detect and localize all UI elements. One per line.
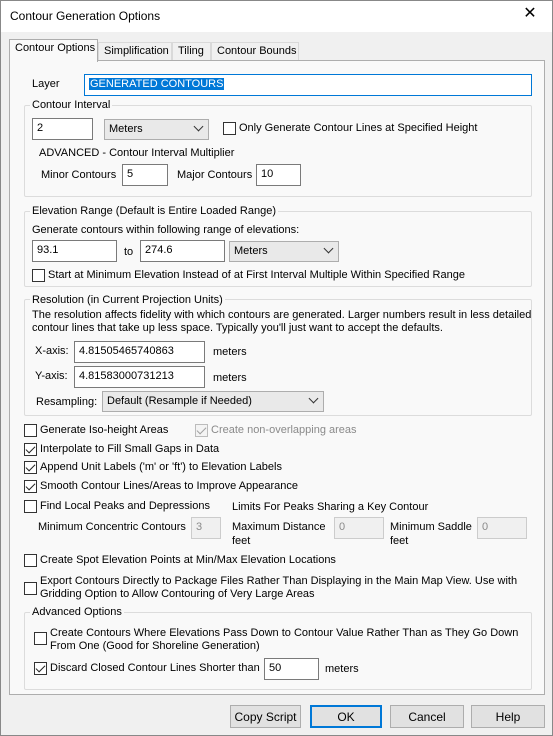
min-concentric-label: Minimum Concentric Contours <box>38 521 186 533</box>
export-packages-label-line1: Export Contours Directly to Package Files Rather Than Displaying in the Main Map View. Use with <box>40 575 518 587</box>
tab-contour-bounds[interactable]: Contour Bounds <box>211 42 299 61</box>
discard-length-units: meters <box>325 663 359 675</box>
window-title: Contour Generation Options <box>10 9 161 23</box>
spot-elevation-checkbox[interactable] <box>24 554 37 567</box>
smooth-label: Smooth Contour Lines/Areas to Improve Appearance <box>40 480 299 492</box>
resolution-group-label: Resolution (in Current Projection Units) <box>32 294 223 306</box>
chevron-down-icon <box>324 244 334 254</box>
y-axis-units: meters <box>213 372 247 384</box>
export-packages-checkbox[interactable] <box>24 582 37 595</box>
iso-height-checkbox[interactable] <box>24 424 37 437</box>
start-min-elevation-label: Start at Minimum Elevation Instead of at First Interval Multiple Within Specified Range <box>48 269 465 281</box>
find-peaks-label: Find Local Peaks and Depressions <box>40 500 210 512</box>
append-units-label: Append Unit Labels ('m' or 'ft') to Elevation Labels <box>40 461 282 473</box>
resolution-desc-line2: contour lines that take up less space. Typically you'll just want to accept the defaults. <box>32 322 443 334</box>
only-specified-height-checkbox[interactable] <box>223 122 236 135</box>
chevron-down-icon <box>194 122 204 132</box>
y-axis-input[interactable]: 4.81583000731213 <box>74 366 205 388</box>
min-saddle-units: feet <box>390 535 409 547</box>
chevron-down-icon <box>309 394 319 404</box>
major-contours-label: Major Contours <box>177 169 253 181</box>
elevation-to-label: to <box>124 246 134 258</box>
iso-height-label: Generate Iso-height Areas <box>40 424 169 436</box>
pass-down-label-line2: From One (Good for Shoreline Generation) <box>50 640 260 652</box>
smooth-checkbox[interactable] <box>24 480 37 493</box>
interpolate-label: Interpolate to Fill Small Gaps in Data <box>40 443 220 455</box>
resampling-label: Resampling: <box>36 396 98 408</box>
interpolate-checkbox[interactable] <box>24 443 37 456</box>
major-contours-input[interactable]: 10 <box>256 164 301 186</box>
elevation-to-input[interactable]: 274.6 <box>140 240 225 262</box>
peaks-limits-label: Limits For Peaks Sharing a Key Contour <box>232 501 429 513</box>
interval-units-select[interactable] <box>104 119 209 140</box>
x-axis-label: X-axis: <box>35 345 69 357</box>
tab-tiling[interactable]: Tiling <box>172 42 211 61</box>
min-concentric-input[interactable]: 3 <box>191 517 221 539</box>
resampling-value: Default (Resample if Needed) <box>107 395 252 407</box>
copy-script-button[interactable]: Copy Script <box>230 705 301 728</box>
find-peaks-checkbox[interactable] <box>24 500 37 513</box>
contour-interval-group-label: Contour Interval <box>32 99 111 111</box>
interval-multiplier-label: ADVANCED - Contour Interval Multiplier <box>39 147 235 159</box>
tab-panel <box>9 60 545 695</box>
non-overlap-label: Create non-overlapping areas <box>211 424 357 436</box>
resolution-desc-line1: The resolution affects fidelity with which contours are generated. Larger numbers result in less detailed <box>32 309 532 321</box>
discard-short-label: Discard Closed Contour Lines Shorter than <box>50 662 260 674</box>
append-units-checkbox[interactable] <box>24 461 37 474</box>
advanced-options-group-label: Advanced Options <box>32 606 122 618</box>
min-saddle-input[interactable]: 0 <box>477 517 527 539</box>
non-overlap-checkbox[interactable] <box>195 424 208 437</box>
title-bar <box>1 1 552 32</box>
min-saddle-label: Minimum Saddle <box>390 521 472 533</box>
elevation-range-desc: Generate contours within following range of elevations: <box>32 224 300 236</box>
export-packages-label-line2: Gridding Option to Allow Contouring of Very Large Areas <box>40 588 315 600</box>
max-distance-label: Maximum Distance <box>232 521 326 533</box>
layer-input-value: GENERATED CONTOURS <box>90 78 224 90</box>
layer-label: Layer <box>32 78 60 90</box>
ok-button[interactable]: OK <box>310 705 382 728</box>
max-distance-units: feet <box>232 535 251 547</box>
minor-contours-input[interactable]: 5 <box>122 164 168 186</box>
pass-down-checkbox[interactable] <box>34 632 47 645</box>
layer-input[interactable] <box>84 74 532 96</box>
max-distance-input[interactable]: 0 <box>334 517 384 539</box>
help-button[interactable]: Help <box>471 705 545 728</box>
discard-length-input[interactable]: 50 <box>264 658 319 680</box>
discard-short-checkbox[interactable] <box>34 662 47 675</box>
elevation-units-value: Meters <box>234 245 268 257</box>
start-min-elevation-checkbox[interactable] <box>32 269 45 282</box>
close-icon[interactable]: ✕ <box>523 5 537 22</box>
elevation-range-group-label: Elevation Range (Default is Entire Loaded Range) <box>32 205 276 217</box>
contour-interval-input[interactable]: 2 <box>32 118 93 140</box>
x-axis-units: meters <box>213 346 247 358</box>
interval-units-value: Meters <box>109 123 143 135</box>
spot-elevation-label: Create Spot Elevation Points at Min/Max Elevation Locations <box>40 554 336 566</box>
y-axis-label: Y-axis: <box>35 370 68 382</box>
x-axis-input[interactable]: 4.81505465740863 <box>74 341 205 363</box>
elevation-units-select[interactable] <box>229 241 339 262</box>
pass-down-label-line1: Create Contours Where Elevations Pass Down to Contour Value Rather Than as They Go Down <box>50 627 519 639</box>
minor-contours-label: Minor Contours <box>41 169 117 181</box>
only-specified-height-label: Only Generate Contour Lines at Specified Height <box>239 122 478 134</box>
elevation-from-input[interactable]: 93.1 <box>32 240 117 262</box>
tab-contour-options[interactable]: Contour Options <box>9 39 98 62</box>
tab-simplification[interactable]: Simplification <box>98 42 172 61</box>
cancel-button[interactable]: Cancel <box>390 705 464 728</box>
resampling-select[interactable] <box>102 391 324 412</box>
